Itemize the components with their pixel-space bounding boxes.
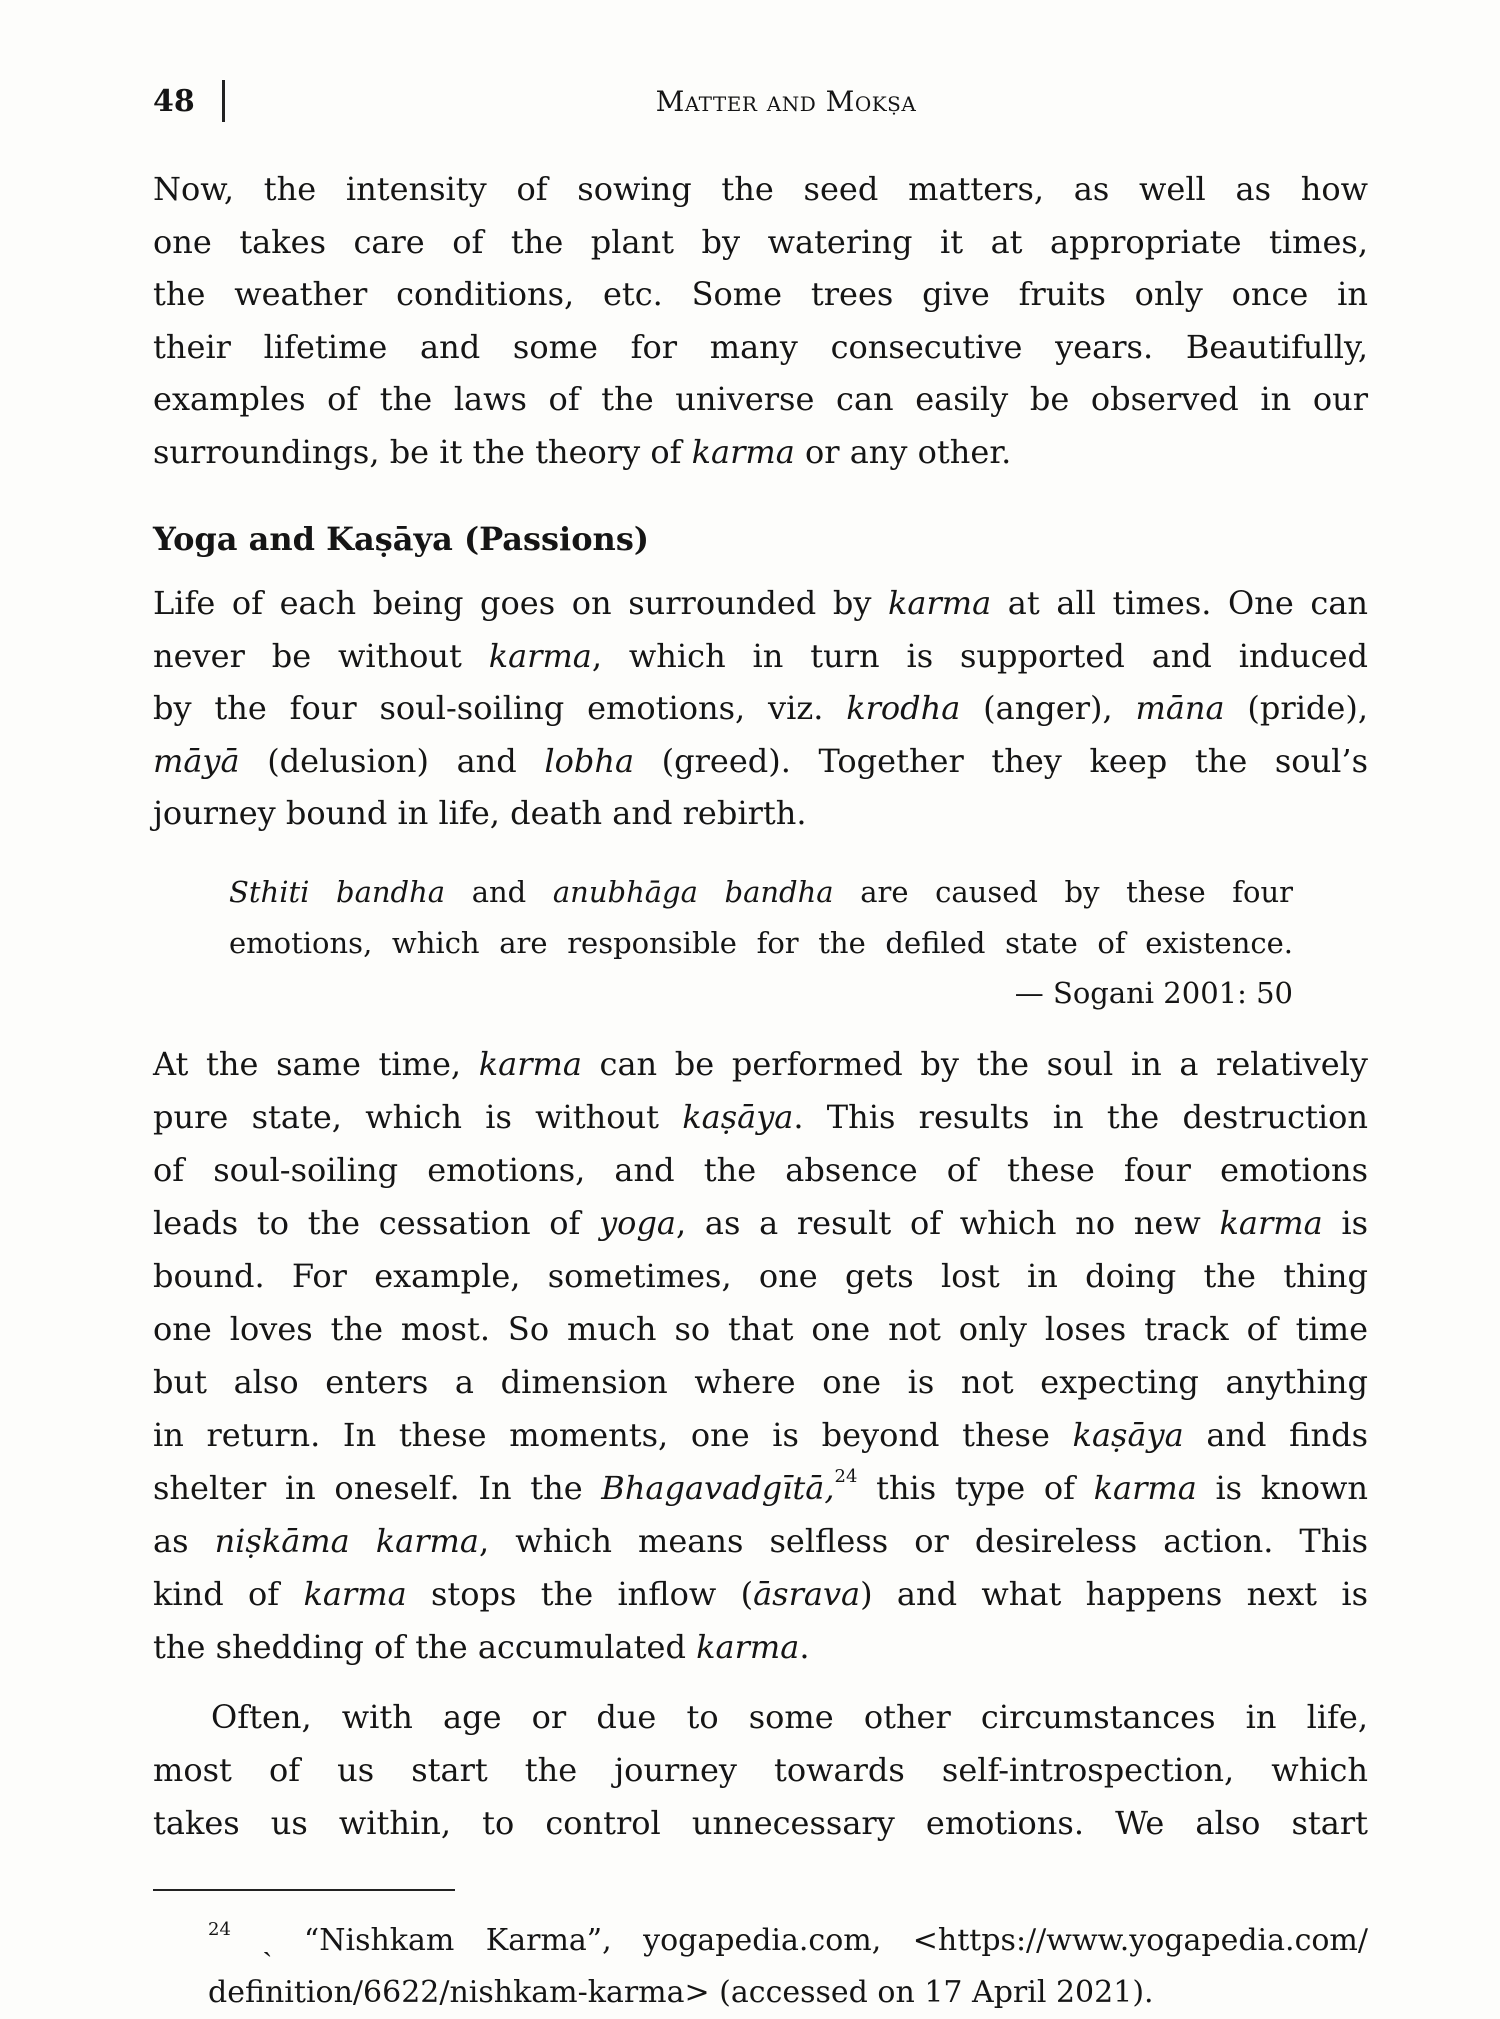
text-line [153,1621,1368,1674]
text-line [153,1462,1368,1515]
text-run: (greed). Together they keep the soul’s [634,741,1369,780]
text-run: ˎ “Nishkam Karma”, yogapedia.com, <https://www.yogapedia.com/ [230,1923,1368,1958]
text-line [153,426,1368,479]
text-line [153,1691,1368,1744]
text-run: stops the inflow ( [406,1575,754,1613]
text-run: (anger), [960,689,1136,727]
text-run: leads to the cessation of [153,1204,600,1242]
text-line [153,577,1368,630]
text-line [153,216,1368,269]
text-line [153,268,1368,321]
footnote-ref: 24 [834,1466,858,1487]
text-line [153,321,1368,374]
page-number: 48 [153,83,195,119]
text-run: Life of each being goes on surrounded by [153,584,888,622]
text-run: is [1322,1204,1369,1242]
text-run: the shedding of the accumulated [153,1628,697,1666]
text-run: are caused by these four [833,875,1294,909]
text-run: this type of [857,1469,1094,1507]
text-run: one loves the most. So much so that one not only loses track of time [153,1310,1368,1348]
quote-attribution: — Sogani 2001: 50 [1014,976,1293,1010]
text-run: at all times. One can [991,584,1369,622]
text-run: surroundings, be it the theory of [153,432,692,471]
text-run: or any other. [794,432,1012,471]
text-run: the weather conditions, etc. Some trees give fruits only once in [153,275,1368,313]
text-run: bound. For example, sometimes, one gets lost in doing the thing [153,1257,1368,1295]
text-line [229,918,1293,969]
italic-term: kaṣāya [682,1098,794,1136]
text-run: . This results in the destruction [793,1098,1368,1136]
text-run: and finds [1183,1416,1369,1454]
text-run: journey bound in life, death and rebirth. [153,794,807,832]
italic-term: karma [488,636,592,675]
text-run: in return. In these moments, one is beyond these [153,1416,1073,1454]
text-run: examples of the laws of the universe can easily be observed in our [153,380,1368,418]
text-run: shelter in oneself. In the [153,1469,602,1507]
paragraph-1 [153,163,1368,478]
text-run: Now, the intensity of sowing the seed matters, as well as how [153,170,1368,208]
italic-term: karma [696,1628,800,1666]
italic-term: niṣkāma karma [214,1522,479,1560]
text-line [153,682,1368,735]
text-run: , which means selfless or desireless action. This [478,1522,1369,1560]
italic-term: krodha [846,689,961,727]
italic-term: karma [1093,1469,1197,1507]
italic-term: māyā [153,741,240,780]
text-line [153,163,1368,216]
text-line [153,1144,1368,1197]
text-line [208,1967,1368,2019]
italic-term: karma [303,1575,407,1613]
paragraph-2 [153,577,1368,840]
block-quote [229,867,1293,1019]
text-run: At the same time, [153,1045,479,1083]
text-run: ) and what happens next is [860,1575,1368,1613]
footnote [208,1915,1368,2019]
running-title: Matter and Mokṣa [655,84,917,118]
text-line [153,1409,1368,1462]
italic-term: karma [888,584,992,622]
text-run: can be performed by the soul in a relatively [581,1045,1369,1083]
text-run: Often, with age or due to some other circumstances in life, [211,1698,1368,1736]
text-run: , which in turn is supported and induced [591,636,1368,675]
text-run: (pride), [1224,689,1369,727]
footnote-rule [153,1889,455,1891]
text-run: of soul-soiling emotions, and the absence of these four emotions [153,1151,1368,1189]
text-run: and [445,875,553,909]
text-run: definition/6622/nishkam-karma> (accessed on 17 April 2021). [208,1975,1154,2010]
text-run: most of us start the journey towards self-introspection, which [153,1751,1368,1789]
text-line [229,867,1293,918]
text-line [153,1744,1368,1797]
text-run: their lifetime and some for many consecutive years. Beautifully, [153,327,1368,366]
text-run: is known [1196,1469,1369,1507]
text-line [153,1797,1368,1850]
footnote-ref: 24 [208,1919,231,1940]
text-line [153,373,1368,426]
text-run: one takes care of the plant by watering it at appropriate times, [153,222,1368,261]
text-run: emotions, which are responsible for the defiled state of existence. [229,925,1293,960]
text-line [153,630,1368,683]
italic-term: karma [478,1045,582,1083]
paragraph-3 [153,1038,1368,1674]
italic-term: lobha [544,741,635,780]
text-line [153,1197,1368,1250]
text-run: (delusion) and [239,741,545,780]
italic-term: kaṣāya [1072,1416,1184,1454]
text-line [153,735,1368,788]
italic-term: karma [1219,1204,1323,1242]
text-run: pure state, which is without [153,1098,683,1136]
text-run: . [799,1628,810,1666]
italic-term: Sthiti bandha [229,875,446,909]
text-run: as [153,1522,215,1560]
text-line [153,1250,1368,1303]
text-line [153,1091,1368,1144]
text-run: by the four soul-soiling emotions, viz. [153,689,847,727]
italic-term: karma [691,432,795,471]
text-line [153,1568,1368,1621]
italic-term: māna [1135,689,1225,727]
section-heading: Yoga and Kaṣāya (Passions) [153,520,649,558]
text-run: but also enters a dimension where one is not expecting anything [153,1363,1368,1401]
text-run: kind of [153,1575,304,1613]
paragraph-4 [153,1691,1368,1850]
text-line [153,1303,1368,1356]
text-line [153,1356,1368,1409]
text-line [153,787,1368,840]
italic-term: yoga [599,1204,676,1242]
text-line [153,1038,1368,1091]
text-line [153,1515,1368,1568]
italic-term: anubhāga bandha [552,875,834,909]
italic-term: āsrava [753,1575,861,1613]
italic-term: Bhagavadgītā, [601,1469,835,1507]
text-line [208,1915,1368,1967]
text-run: never be without [153,636,489,675]
text-run: , as a result of which no new [676,1204,1220,1242]
text-run: takes us within, to control unnecessary emotions. We also start [153,1804,1368,1842]
